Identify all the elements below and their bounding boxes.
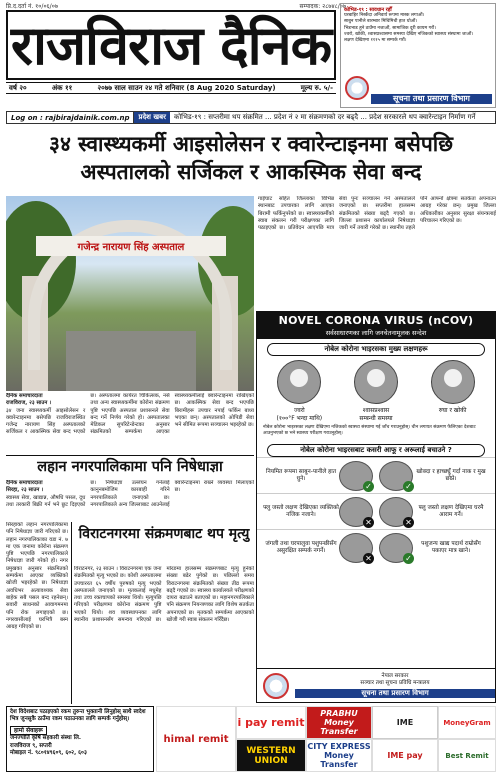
registration-number: प्रि.द.दर्ता नं. १०/०६/०७ [6, 3, 58, 10]
lahan-story-body: सिरहाको लहान नगरपालिकामा पनि निषेधाज्ञा जारी गरिएको छ। लहान नगरपालिकाका वडा नं. ७ मा एक जनामा कोरोना संक्रमण पुष्टि भएपछि नगरपालिकाले निषेधाज्ञा जारी गरेको हो। नगर प्रमुखका अनुसार संक्रमितको सम्पर्कमा आएका व्यक्तिको खोजी भइरहेको छ। निषेधाज्ञा अवधिभर अत्यावश्यक सेवा बाहेक सबै पसल बन्द रहनेछन्। सवारी साधनको आवागमनमा पनि रोक लगाइएको छ। नगरवासीलाई घरभित्रै बस्न आग्रह गरिएको छ। [6, 522, 68, 631]
ticker-section: प्रदेश खबर [134, 112, 169, 123]
avoid-contact-icon [339, 497, 373, 527]
ipay-remit-ad[interactable]: i pay remit [236, 706, 306, 739]
volume: वर्ष २० [9, 83, 27, 92]
symptom-fever [264, 360, 334, 422]
prabhu-money-transfer-ad[interactable]: PRABHU Money Transfer [306, 706, 372, 739]
cover-mouth-icon [379, 461, 413, 491]
cross-icon: ✕ [363, 517, 374, 528]
hospital-photo [6, 196, 254, 391]
best-remit-ad[interactable]: Best Remit [438, 739, 496, 772]
check-icon: ✓ [363, 481, 374, 492]
services-label: हामो सेवाहरू [10, 726, 47, 735]
symptom-note: (१००°F भन्दा माथि) [276, 415, 323, 422]
breathing-icon [354, 360, 398, 404]
price: मूल्य रु. ५/- [300, 83, 333, 92]
biratnagar-headline: विराटनगरमा संक्रमणबाट थप मृत्यु [78, 526, 250, 542]
corona-footer [257, 668, 495, 702]
symptom-label: रुघा र खोकी [438, 407, 467, 414]
website-link[interactable]: Log on : rajbirajdainik.com.np [7, 112, 134, 123]
lead-story [6, 393, 254, 453]
column-divider [71, 522, 72, 704]
editor-registration: सम्पादक: २८७४८/०७ [299, 3, 346, 10]
symptom-note: सम्बन्धी समस्या [359, 415, 393, 422]
ime-pay-ad[interactable]: IME pay [372, 739, 438, 772]
symptom-breathing [341, 360, 411, 422]
city-express-ad[interactable]: CITY EXPRESS Money Transfer [306, 739, 372, 772]
moneygram-ad[interactable]: MoneyGram [438, 706, 496, 739]
handwash-icon [339, 461, 373, 491]
lahan-story-top [6, 480, 254, 520]
issue-number: अंक ११ [51, 83, 73, 92]
lead-story-body: ३४ जना स्वास्थ्यकर्मी आइसोलेसन र क्वारेन्टाइनमा बसेपछि राजविराजस्थित गजेन्द्र नारायण सिंह अस्पतालको सर्जिकल र आकस्मिक सेवा बन्द भएको छ। अस्पतालमा कार्यरत चिकित्सक, नर्स तथा अन्य स्वास्थ्यकर्मीमा कोरोना संक्रमण पुष्टि भएपछि अस्पताल प्रशासनले सेवा बन्द गर्ने निर्णय गरेको हो। अस्पतालका मेडिकल सुपरिटेन्डेन्टका अनुसार संक्रमितको सम्पर्कमा आएका स्वास्थ्यकर्मीलाई क्वारेन्टाइनमा राखिएको छ। आकस्मिक सेवा बन्द भएपछि बिरामीहरू उपचार नपाई फर्किन बाध्य भएका छन्। अस्पतालको ओपिडी सेवा भने सीमित रूपमा सञ्चालन भइरहेको छ। [6, 393, 254, 436]
ad-text: देश विदेशबाट पठाइएको रकम तुरुन्त भुक्तानी लिनुहोस् साथै स्वदेश भित्र जुनसुकै ठाउँमा रकम पठाउनका लागि सम्पर्क गर्नुहोस्। [10, 709, 146, 723]
symptom-cough [418, 360, 488, 422]
footer-ministry: सञ्चार तथा सूचना प्रविधि मन्त्रालय [360, 680, 430, 686]
ad-org-name: जनज्योति कृषि सहकारी संस्था लि. [10, 735, 82, 742]
check-icon: ✓ [403, 553, 414, 564]
notice-line: साबुन पानीले बारम्बार मिचिमिची हात धोऔं। [344, 19, 418, 25]
check-icon: ✓ [403, 481, 414, 492]
corona-footer-text [295, 673, 495, 698]
masthead-title: राजविराज दैनिक [6, 10, 336, 80]
symptoms-heading: नोबेल कोरोना भाइरसका मुख्य लक्षणहरू [267, 343, 485, 356]
corona-awareness-box [256, 311, 496, 703]
footer-department: सूचना तथा प्रसारण विभाग [295, 689, 495, 698]
notice-heading: कोभिड-१९ : सावधान रहौँ [344, 7, 392, 13]
prevention-tip: जंगली तथा घरपालुवा पशुपन्छीसँग असुरक्षित सम्पर्क नगर्ने। [265, 540, 337, 554]
lead-story-body-right: गाईघाट सहित जिल्लाका विभिन्न स्थानबाट उपचारका लागि आएका बिरामी फर्किनुपरेको छ। स्वास्थ्यकर्मीको स्वाब संकलन गरी परीक्षणका लागि पठाइएको छ। प्रतिवेदन आएपछि मात्र सेवा पुनः सञ्चालन गर्ने अस्पतालले जनाएको छ। सप्तरीमा हालसम्म संक्रमितको संख्या बढ्दै गएको छ। जिल्ला प्रशासन कार्यालयले निषेधाज्ञा जारी गर्ने तयारी गरेको छ। स्थानीय तहले पनि आफ्नो क्षेत्रमा सतर्कता अपनाउन आग्रह गरेका छन्। प्रमुख जिल्ला अधिकारीका अनुसार सुरक्षा संयन्त्रलाई परिचालन गरिएको छ। [258, 196, 496, 232]
prevention-tip: खोक्दा र हाच्छ्युँ गर्दा नाक र मुख छोप्ने। [416, 468, 486, 482]
notice-line: भिडभाड हुने ठाउँमा नजाऔं, सामाजिक दूरी कायम गरौं। [344, 25, 436, 31]
cough-icon [431, 360, 475, 404]
remittance-ads [156, 706, 496, 772]
lahan-headline: लहान नगरपालिकामा पनि निषेधाज्ञा [37, 459, 223, 475]
hospital-gate-sign: गजेन्द्र नारायण सिंह अस्पताल [36, 236, 226, 256]
symptoms-note: नोबेल कोरोना भाइरसका लक्षण देखिएमा नजिकको स्वास्थ्य संस्थामा गई जाँच गराउनुहोस्। चीन लगायत संक्रमण फैलिएका देशबाट आउनुभएको छ भने स्वास्थ्य परीक्षण गराउनुहोस्। [263, 425, 476, 436]
cross-icon: ✕ [363, 553, 374, 564]
prevention-tip: फ्लु जस्तो लक्षण देखिएमा घरमै आराम गर्ने। [418, 504, 484, 518]
corona-title: NOVEL CORONA VIRUS (nCOV) [278, 314, 474, 327]
headline-line-2: अस्पतालको सर्जिकल र आकस्मिक सेवा बन्द [80, 160, 422, 184]
dateline-place: राजविराज, २३ साउन । [6, 400, 52, 407]
prevention-row [257, 457, 495, 493]
prevention-tip: नियमित रूपमा साबुन-पानीले हात धुने। [265, 468, 336, 482]
byline: दैनिक समाचारदाता [6, 393, 43, 399]
notice-line: घरबाहिर निस्कँदा अनिवार्य रूपमा मास्क लगाऔं। [344, 13, 425, 19]
corona-subtitle: सर्वसाधारणका लागि जनचेतनामूलक सन्देश [325, 329, 427, 337]
corona-title-band [257, 312, 495, 339]
biratnagar-story-body-2: पछिल्लो समय विराटनगरमा संक्रमितको संख्या तीव्र रूपमा बढ्दै गएको छ। स्वास्थ्य कार्यालयले परीक्षणको दायरा बढाउने बताएको छ। महानगरपालिकाले पनि संक्रमण नियन्त्रणका लागि विशेष सतर्कता अपनाएको छ। मृतकको सम्पर्कमा आएकाको खोजी गरी स्वाब संकलन गरिँदैछ। [166, 573, 254, 624]
animal-contact-icon [339, 533, 373, 563]
news-ticker: कोभिड-१९ : सप्तरीमा थप संक्रमित ... प्रदेश नं २ मा संक्रमणको दर बढ्दै ... प्रदेश सरकारले थप क्वारेन्टाइन निर्माण गर्ने [173, 113, 476, 121]
prevention-tip: पशुजन्य खाद्य पदार्थ राम्रोसँग पकाएर मात्र खाने। [421, 540, 481, 554]
notice-footer: सूचना तथा प्रसारण विभाग [371, 94, 492, 104]
biratnagar-story-body: विराटनगर, २३ साउन । विराटनगरमा एक जना संक्रमितको मृत्यु भएको छ। कोशी अस्पतालमा उपचाररत ६५ वर्षीय पुरुषको मृत्यु भएको अस्पतालले जनाएको छ। मृतकलाई मधुमेह तथा उच्च रक्तचापको समस्या थियो। मृत्युपछि गरिएको परीक्षणमा कोरोना संक्रमण पुष्टि भएको थियो। शव व्यवस्थापनका लागि स्थानीय प्रशासनसँग समन्वय गरिएको छ। मोरङमा हालसम्म संक्रमणबाट मृत्यु हुनेको संख्या बढेर पुगेको छ। [74, 566, 254, 624]
government-emblem-icon [345, 76, 369, 100]
ad-address: राजविराज ९, सप्तरी [10, 742, 52, 749]
stay-home-icon [379, 497, 413, 527]
himal-remit-ad[interactable]: himal remit [156, 706, 236, 772]
cooperative-ad[interactable] [6, 706, 154, 772]
dateline [6, 82, 336, 94]
symptom-label: श्वासप्रश्वास [362, 407, 390, 414]
biratnagar-story [74, 566, 254, 703]
main-headline [6, 130, 496, 190]
prevention-row [257, 493, 495, 529]
ad-phone: मोबाइल नं. ९८०१४९६०९, ६०२, ६०३ [10, 750, 87, 757]
government-emblem-icon [263, 673, 289, 699]
divider [6, 455, 254, 456]
lead-story-continued [258, 196, 496, 308]
dateline-place: सिरहा, २३ साउन । [6, 487, 44, 494]
prevention-row [257, 529, 495, 565]
lahan-story-body: स्वास्थ्य सेवा, खाद्यान्न, औषधि पसल, दूध तथा तरकारी बिक्री गर्न भने छुट दिइएको छ। निषेधाज्ञा उल्लंघन गर्नेलाई कानुनबमोजिम कारबाही गरिने नगरपालिकाले जनाएको छ। नगरपालिकाले अन्य जिल्लाबाट आउनेलाई क्वारेन्टाइनमा राख्ने व्यवस्था मिलाएको छ। [6, 480, 254, 508]
cooked-food-icon [379, 533, 413, 563]
log-on-bar [6, 111, 496, 124]
covid-notice [340, 3, 496, 108]
prevention-heading: नोबेल कोरोना भाइरसबाट कसरी आफू र अरूलाई बचाउने ? [267, 444, 485, 457]
notice-line: ज्वरो, खोकी, श्वासप्रश्वासमा समस्या देखिए नजिकको स्वास्थ्य संस्थामा जाऔं। [344, 31, 474, 37]
issue-date: २०७७ साल साउन २४ गते शनिवार (8 Aug 2020 Saturday) [97, 83, 276, 92]
byline: दैनिक समाचारदाता [6, 480, 43, 486]
notice-line: लक्षण देखिएमा १११५ मा सम्पर्क गरौं। [344, 38, 407, 44]
western-union-ad[interactable]: WESTERN UNION [236, 739, 306, 772]
fever-icon [277, 360, 321, 404]
cross-icon: ✕ [403, 517, 414, 528]
symptom-label: ज्वरो [293, 407, 305, 414]
ime-ad[interactable]: IME [372, 706, 438, 739]
prevention-tip: फ्लु जस्तो लक्षण देखिएका व्यक्तिको नजिक नजाने। [263, 504, 339, 518]
headline-line-1: ३४ स्वास्थ्यकर्मी आइसोलेसन र क्वारेन्टाइनमा बसेपछि [49, 132, 453, 156]
footer-government: नेपाल सरकार [381, 673, 409, 679]
lahan-story [6, 522, 68, 704]
symptoms-row [257, 360, 495, 422]
